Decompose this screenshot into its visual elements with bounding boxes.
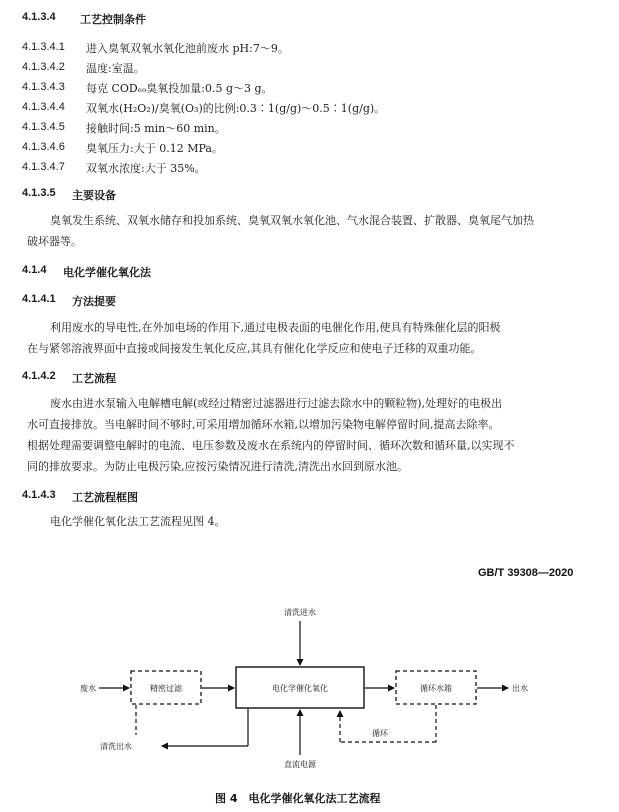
item-text-ratio: 双氧水(H₂O₂)/臭氧(O₃)的比例:0.3∶1(g/g)～0.5∶1(g/g)。 (86, 102, 386, 115)
section-number-4135: 4.1.3.5 (22, 187, 56, 199)
process-flow-diagram (0, 595, 619, 795)
figure-reference: 电化学催化氧化法工艺流程见图 4。 (50, 515, 226, 528)
process-paragraph (27, 393, 590, 477)
paragraph-line: 根据处理需要调整电解时的电流、电压参数及废水在系统内的停留时间、循环次数和循环量,以实现不 (27, 439, 515, 452)
section-title-main-equipment: 主要设备 (72, 189, 116, 202)
method-paragraph (27, 317, 590, 359)
waste-water-label: 废水 (80, 684, 96, 693)
item-text-pressure: 臭氧压力:大于 0.12 MPa。 (86, 142, 223, 155)
section-title-flow-diagram: 工艺流程框图 (72, 491, 138, 504)
paragraph-line: 废水由进水泵输入电解槽电解(或经过精密过滤器进行过滤去除水中的颗粒物),处理好的电极出 (50, 397, 503, 410)
item-number: 4.1.3.4.4 (22, 101, 65, 113)
section-number-414: 4.1.4 (22, 264, 47, 276)
section-title-electrochemical: 电化学催化氧化法 (63, 266, 151, 279)
equipment-paragraph (27, 210, 590, 252)
wash-out-label: 清洗出水 (100, 742, 132, 751)
wash-in-label: 清洗进水 (284, 608, 316, 617)
item-number: 4.1.3.4.5 (22, 121, 65, 133)
item-number: 4.1.3.4.7 (22, 161, 65, 173)
item-number: 4.1.3.4.1 (22, 41, 65, 53)
paragraph-line: 同的排放要求。为防止电极污染,应按污染情况进行清洗,清洗出水回到原水池。 (27, 460, 408, 473)
paragraph-line: 在与紧邻溶液界面中直接或间接发生氧化反应,其具有催化化学反应和使电子迁移的双重功能。 (27, 342, 482, 355)
figure-caption: 图 4 电化学催化氧化法工艺流程 (215, 792, 381, 805)
cycle-label: 循环 (372, 729, 388, 738)
paragraph-line: 利用废水的导电性,在外加电场的作用下,通过电极表面的电催化作用,使具有特殊催化层的阳极 (50, 321, 501, 334)
section-title-control-conditions: 工艺控制条件 (80, 13, 146, 26)
fine-filter-label: 精密过滤 (150, 684, 182, 693)
section-title-method-summary: 方法提要 (72, 295, 116, 308)
recycle-tank-label: 循环水箱 (420, 684, 452, 693)
item-number: 4.1.3.4.2 (22, 61, 65, 73)
reactor-label: 电化学催化氧化 (272, 684, 328, 693)
dc-power-label: 直流电源 (284, 760, 316, 769)
outlet-label: 出水 (512, 684, 528, 693)
section-title-process-flow: 工艺流程 (72, 372, 116, 385)
item-number: 4.1.3.4.6 (22, 141, 65, 153)
standard-code: GB/T 39308—2020 (478, 567, 574, 579)
item-text-contact-time: 接触时间:5 min～60 min。 (86, 122, 226, 135)
paragraph-line: 臭氧发生系统、双氧水储存和投加系统、臭氧双氧水氧化池、气水混合装置、扩散器、臭氧尾气加热 (50, 214, 534, 227)
item-text-ozone-dose: 每克 CODₑₒ臭氧投加量:0.5 g～3 g。 (86, 82, 273, 95)
paragraph-line: 破坏器等。 (27, 235, 82, 248)
item-text-ph: 进入臭氧双氧水氧化池前废水 pH:7～9。 (86, 42, 289, 55)
section-number-4143: 4.1.4.3 (22, 489, 56, 501)
item-text-concentration: 双氧水浓度:大于 35%。 (86, 162, 206, 175)
section-number-4134: 4.1.3.4 (22, 11, 56, 23)
section-number-4142: 4.1.4.2 (22, 370, 56, 382)
paragraph-line: 水可直接排放。当电解时间不够时,可采用增加循环水箱,以增加污染物电解停留时间,提高去除率。 (27, 418, 500, 431)
item-text-temperature: 温度:室温。 (86, 62, 145, 75)
section-number-4141: 4.1.4.1 (22, 293, 56, 305)
item-number: 4.1.3.4.3 (22, 81, 65, 93)
